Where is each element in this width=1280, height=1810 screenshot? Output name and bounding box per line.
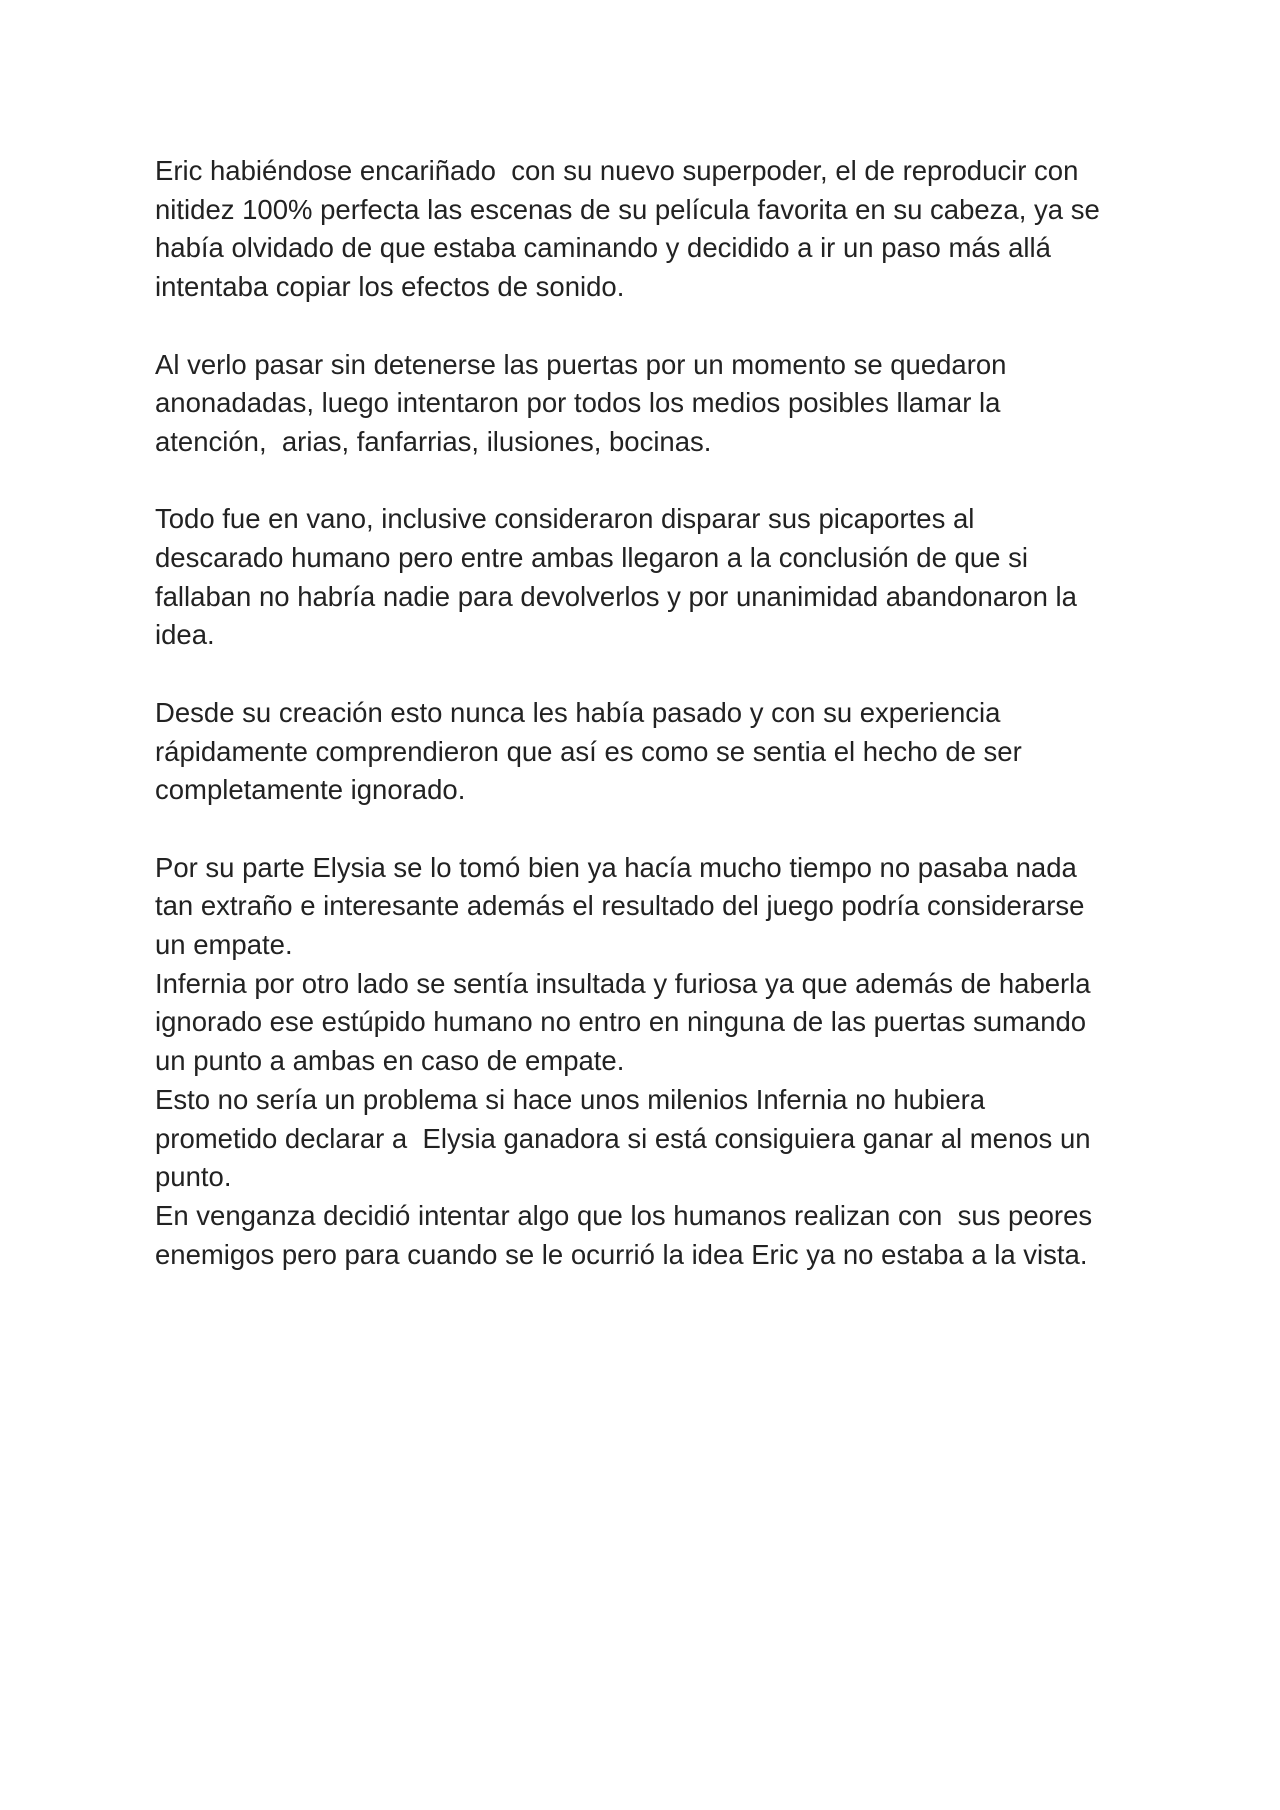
text-line: un punto a ambas en caso de empate. xyxy=(155,1045,625,1077)
text-line: enemigos pero para cuando se le ocurrió la idea Eric ya no estaba a la vista. xyxy=(155,1238,1088,1270)
text-line: anonadadas, luego intentaron por todos los medios posibles llamar la xyxy=(155,387,1001,419)
text-line: Al verlo pasar sin detenerse las puertas por un momento se quedaron xyxy=(155,348,1007,380)
text-line: Todo fue en vano, inclusive consideraron disparar sus picaportes al xyxy=(155,503,975,535)
text-line: Por su parte Elysia se lo tomó bien ya hacía mucho tiempo no pasaba nada xyxy=(155,851,1077,883)
paragraph xyxy=(155,346,1155,462)
text-line: Eric habiéndose encariñado con su nuevo superpoder, el de reproducir con xyxy=(155,155,1079,186)
text-line: nitidez 100% perfecta las escenas de su película favorita en su cabeza, ya se xyxy=(155,193,1100,225)
text-line: descarado humano pero entre ambas llegaron a la conclusión de que si xyxy=(155,542,1028,573)
text-line: rápidamente comprendieron que así es como se sentia el hecho de ser xyxy=(155,735,1022,767)
text-line: Desde su creación esto nunca les había pasado y con su experiencia xyxy=(155,696,1001,728)
text-line: idea. xyxy=(155,619,215,651)
paragraph xyxy=(155,694,1155,810)
paragraph xyxy=(155,500,1155,655)
text-line: punto. xyxy=(155,1161,232,1193)
text-line: había olvidado de que estaba caminando y decidido a ir un paso más allá xyxy=(155,232,1051,264)
text-line: atención, arias, fanfarrias, ilusiones, bocinas. xyxy=(155,425,712,457)
text-line: prometido declarar a Elysia ganadora si está consiguiera ganar al menos un xyxy=(155,1122,1091,1154)
text-line: completamente ignorado. xyxy=(155,774,466,806)
text-line: fallaban no habría nadie para devolverlos y por unanimidad abandonaron la xyxy=(155,580,1077,612)
paragraph xyxy=(155,152,1155,307)
text-line: ignorado ese estúpido humano no entro en ninguna de las puertas sumando xyxy=(155,1006,1087,1038)
text-line: Infernia por otro lado se sentía insultada y furiosa ya que además de haberla xyxy=(155,967,1091,999)
text-line: intentaba copiar los efectos de sonido. xyxy=(155,271,625,303)
text-line: tan extraño e interesante además el resultado del juego podría considerarse xyxy=(155,890,1085,922)
text-line: Esto no sería un problema si hace unos milenios Infernia no hubiera xyxy=(155,1083,986,1115)
paragraph xyxy=(155,849,1155,1275)
text-line: un empate. xyxy=(155,929,293,960)
text-line: En venganza decidió intentar algo que los humanos realizan con sus peores xyxy=(155,1199,1093,1231)
document-body xyxy=(155,152,1155,1274)
